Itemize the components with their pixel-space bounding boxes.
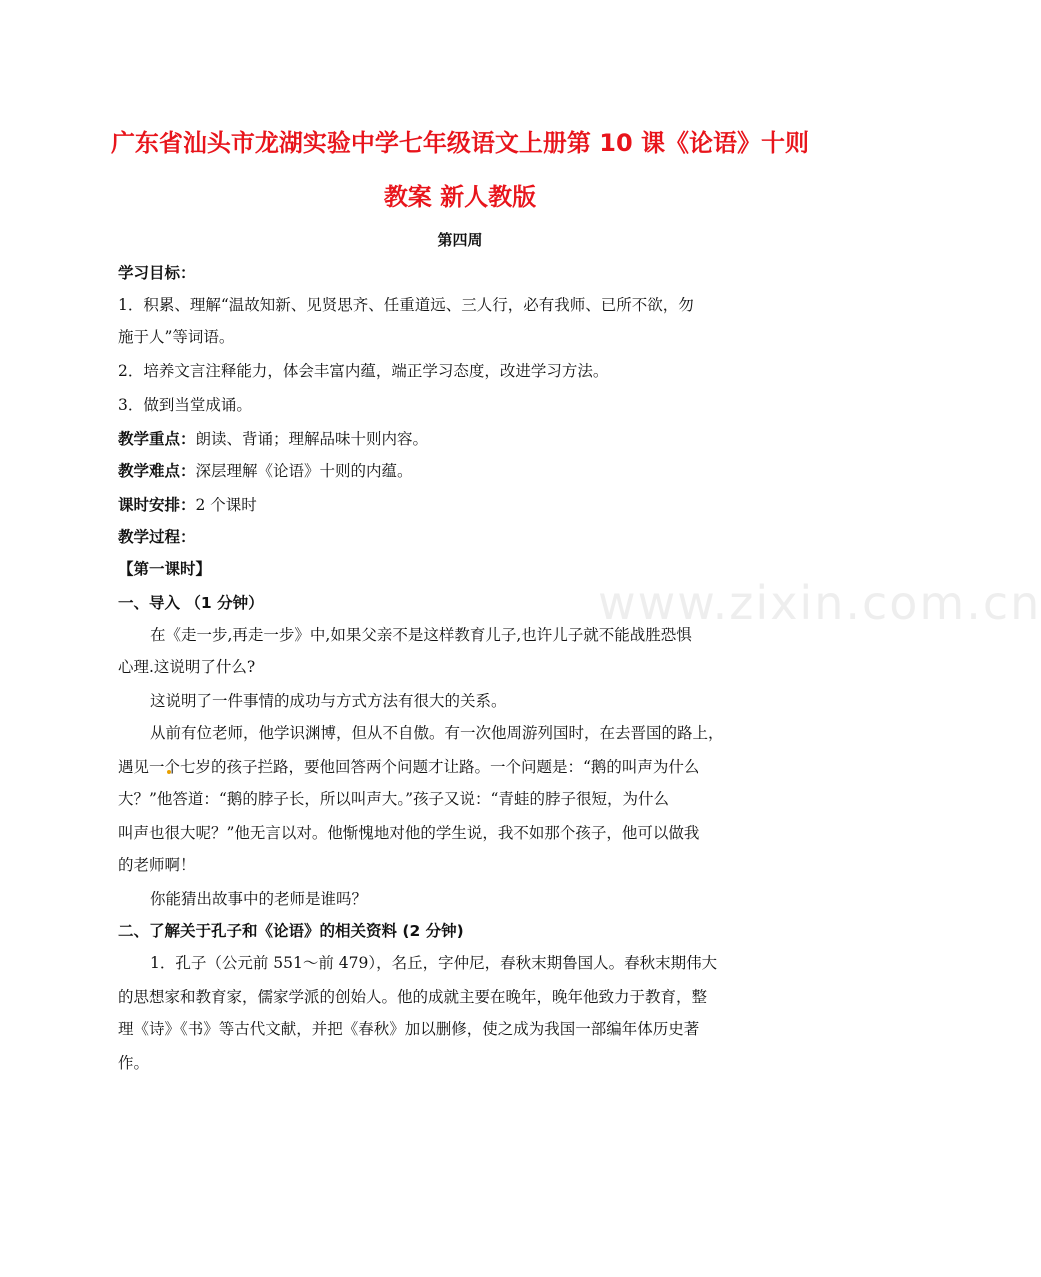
section-1-heading: 一、导入 （1 分钟） [118,594,264,612]
para-3b: 遇见一个七岁的孩子拦路，要他回答两个问题才让路。一个问题是：“鹅的叫声为什么 [118,758,700,776]
process-heading: 教学过程： [118,528,196,546]
key-points [118,428,428,450]
goal-1a: 1．积累、理解“温故知新、见贤思齐、任重道远、三人行，必有我师、已所不欲，勿 [118,296,694,314]
schedule-text: 2 个课时 [195,496,257,514]
difficulties [118,460,413,482]
schedule [118,494,257,516]
lesson-1-heading: 【第一课时】 [118,560,212,578]
para-5c: 理《诗》《书》等古代文献，并把《春秋》加以删修，使之成为我国一部编年体历史著 [118,1020,700,1038]
difficulty-text: 深层理解《论语》十则的内蕴。 [195,462,413,480]
doc-title-line2: 教案 新人教版 [383,183,537,211]
para-5a: 1．孔子（公元前 551～前 479），名丘，字仲尼，春秋末期鲁国人。春秋末期伟大 [150,954,718,972]
goal-2: 2．培养文言注释能力，体会丰富内蕴，端正学习态度，改进学习方法。 [118,362,609,380]
goals-heading: 学习目标： [118,264,196,282]
para-3c: 大？”他答道：“鹅的脖子长，所以叫声大。”孩子又说：“青蛙的脖子很短，为什么 [118,790,669,808]
week-label: 第四周 [437,231,483,249]
para-4: 你能猜出故事中的老师是谁吗？ [150,890,368,908]
goal-3: 3．做到当堂成诵。 [118,396,252,414]
doc-title-line1: 广东省汕头市龙湖实验中学七年级语文上册第 10 课《论语》十则 [110,129,810,157]
para-3a: 从前有位老师，他学识渊博，但从不自傲。有一次他周游列国时，在去晋国的路上， [150,724,724,742]
goal-1b: 施于人”等词语。 [118,328,235,346]
para-1b: 心理.这说明了什么? [118,658,256,676]
para-1a: 在《走一步,再走一步》中,如果父亲不是这样教育儿子,也许儿子就不能战胜恐惧 [150,626,692,644]
difficulty-label: 教学难点： [118,462,196,480]
para-3e: 的老师啊！ [118,856,196,874]
para-3d: 叫声也很大呢？”他无言以对。他惭愧地对他的学生说，我不如那个孩子，他可以做我 [118,824,700,842]
key-text: 朗读、背诵；理解品味十则内容。 [195,430,429,448]
section-2-heading: 二、了解关于孔子和《论语》的相关资料 (2 分钟) [118,922,464,940]
key-label: 教学重点： [118,430,196,448]
para-5b: 的思想家和教育家，儒家学派的创始人。他的成就主要在晚年，晚年他致力于教育，整 [118,988,708,1006]
watermark: www.zixin.com.cn [598,576,1041,630]
para-2: 这说明了一件事情的成功与方式方法有很大的关系。 [150,692,507,710]
schedule-label: 课时安排： [118,496,196,514]
para-5d: 作。 [118,1054,150,1072]
